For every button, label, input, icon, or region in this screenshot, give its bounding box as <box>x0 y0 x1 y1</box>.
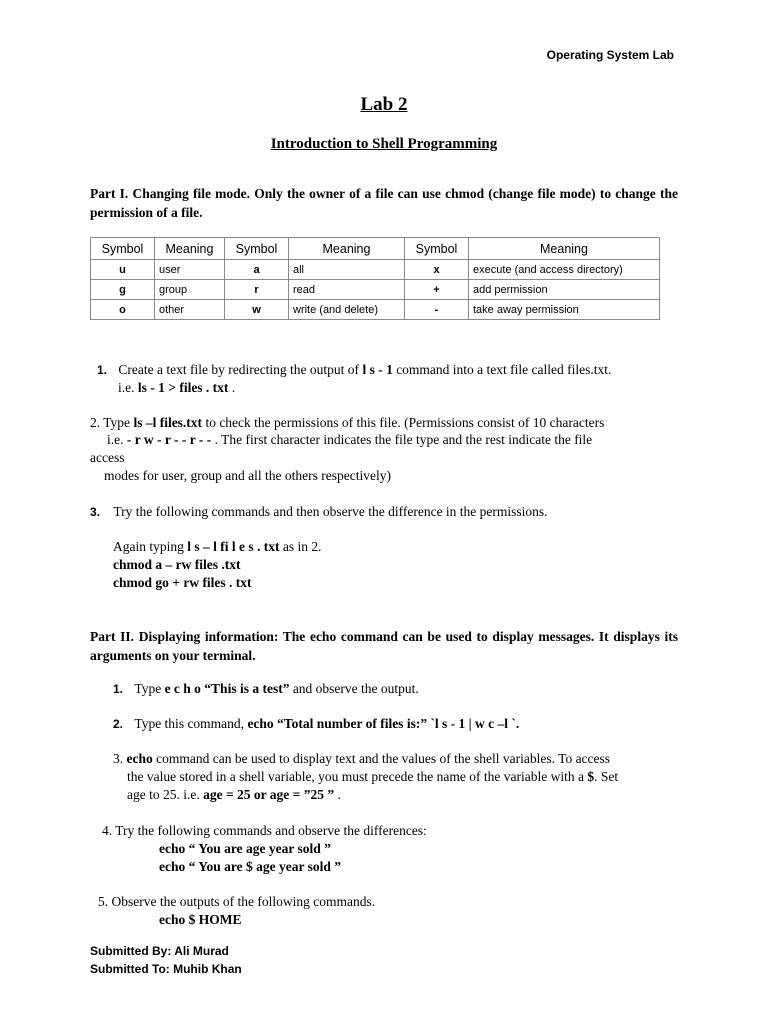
table-cell-symbol: u <box>91 260 155 280</box>
part2-step4-command-2: echo “ You are $ age year sold ” <box>159 859 341 874</box>
part1-intro: Part I. Changing file mode. Only the owner of a file can use chmod (change file mode) to change the permission of a file. <box>90 186 678 220</box>
table-cell-symbol: w <box>225 300 289 320</box>
part2-step3-text: . Set <box>594 769 619 784</box>
table-cell-symbol: a <box>225 260 289 280</box>
table-cell-meaning: add permission <box>469 280 660 300</box>
step1-command: ls - 1 > files . txt <box>137 380 229 395</box>
part2-step4-command-1: echo “ You are age year sold ” <box>159 841 331 856</box>
table-cell-symbol: + <box>405 280 469 300</box>
step2-text: i.e. <box>107 432 127 447</box>
part2-step3-line2 <box>127 769 618 785</box>
part2-step3-text: the value stored in a shell variable, you must precede the name of the variable with a <box>127 769 588 784</box>
part2-step3-command: echo <box>126 751 153 766</box>
table-header-cell: Meaning <box>289 238 405 260</box>
step3-number: 3. <box>90 505 101 519</box>
table-header-cell: Meaning <box>155 238 225 260</box>
table-cell-meaning: all <box>289 260 405 280</box>
step3-text: Again typing <box>113 539 188 554</box>
part2-step3-symbol: $ <box>587 769 595 784</box>
step2-text: 2. Type <box>90 415 134 430</box>
step3-line1 <box>90 504 548 520</box>
step2-line4: modes for user, group and all the others respectively) <box>104 468 391 483</box>
part2-step1-text: and observe the output. <box>289 681 419 696</box>
part2-step1-number: 1. <box>113 682 124 696</box>
step2-permissions: - r w - r - - r - - <box>126 432 212 447</box>
step2-text: . The first character indicates the file type and the rest indicate the file <box>211 432 593 447</box>
part2-step1-text: Type <box>134 681 165 696</box>
step3-text: Try the following commands and then observe the difference in the permissions. <box>113 504 548 519</box>
step3-text: as in 2. <box>279 539 322 554</box>
step2-line1 <box>90 415 604 431</box>
table-header-cell: Symbol <box>405 238 469 260</box>
table-cell-meaning: write (and delete) <box>289 300 405 320</box>
part2-intro: Part II. Displaying information: The echo command can be used to display messages. It displays its arguments on your terminal. <box>90 629 678 663</box>
lab-subtitle: Introduction to Shell Programming <box>270 136 498 152</box>
table-cell-meaning: take away permission <box>469 300 660 320</box>
step1-line2 <box>118 380 235 396</box>
table-cell-symbol: g <box>91 280 155 300</box>
step1-text: . <box>228 380 236 395</box>
table-header-cell: Symbol <box>91 238 155 260</box>
step3-line2 <box>113 539 322 555</box>
part2-step5-line1: 5. Observe the outputs of the following commands. <box>98 894 376 909</box>
part2-step5-command: echo $ HOME <box>159 912 242 927</box>
part2-step2-number: 2. <box>113 717 124 731</box>
step1-line1 <box>97 362 611 378</box>
table-cell-meaning: other <box>155 300 225 320</box>
step1-command: l s - 1 <box>362 362 393 377</box>
course-header: Operating System Lab <box>546 48 674 62</box>
part2-step3-line3 <box>127 787 341 803</box>
table-row <box>91 260 660 280</box>
table-header-cell: Symbol <box>225 238 289 260</box>
table-cell-symbol: - <box>405 300 469 320</box>
step1-text: command into a text file called files.txt. <box>392 362 612 377</box>
step2-text: to check the permissions of this file. (Permissions consist of 10 characters <box>202 415 605 430</box>
submitted-to: Submitted To: Muhib Khan <box>90 962 242 976</box>
part2-step3-text: . <box>334 787 341 802</box>
table-row <box>91 280 660 300</box>
part2-step2-command: echo “Total number of files is:” `l s - 1 | w c –l `. <box>247 716 520 731</box>
step1-text: i.e. <box>118 380 138 395</box>
step2-line2 <box>107 432 592 448</box>
table-cell-symbol: o <box>91 300 155 320</box>
step1-number: 1. <box>97 363 108 377</box>
step3-command: l s – l fi l e s . txt <box>187 539 280 554</box>
step2-line3: access <box>90 450 125 465</box>
part2-step3-text: command can be used to display text and the values of the shell variables. To access <box>152 751 611 766</box>
part2-step2-text: Type this command, <box>134 716 248 731</box>
table-row <box>91 300 660 320</box>
step3-command-2: chmod go + rw files . txt <box>113 575 252 590</box>
part2-step4-line1: 4. Try the following commands and observe the differences: <box>102 823 427 838</box>
table-cell-meaning: execute (and access directory) <box>469 260 660 280</box>
part2-step3-example: age = 25 or age = ”25 ” <box>203 787 335 802</box>
step3-command-1: chmod a – rw files .txt <box>113 557 241 572</box>
lab-title: Lab 2 <box>360 94 408 115</box>
submitted-by: Submitted By: Ali Murad <box>90 944 229 958</box>
part2-step3-line1 <box>113 751 610 767</box>
part2-step3-text: age to 25. i.e. <box>127 787 204 802</box>
table-cell-meaning: read <box>289 280 405 300</box>
step2-command: ls –l files.txt <box>133 415 203 430</box>
table-header-cell: Meaning <box>469 238 660 260</box>
table-cell-symbol: r <box>225 280 289 300</box>
part2-step2 <box>113 716 519 732</box>
permission-table <box>90 237 660 320</box>
part2-step3-text: 3. <box>113 751 127 766</box>
table-cell-meaning: group <box>155 280 225 300</box>
part2-step1-command: e c h o “This is a test” <box>164 681 290 696</box>
table-cell-symbol: x <box>405 260 469 280</box>
table-cell-meaning: user <box>155 260 225 280</box>
step1-text: Create a text file by redirecting the output of <box>118 362 363 377</box>
table-header-row <box>91 238 660 260</box>
part2-step1 <box>113 681 419 697</box>
